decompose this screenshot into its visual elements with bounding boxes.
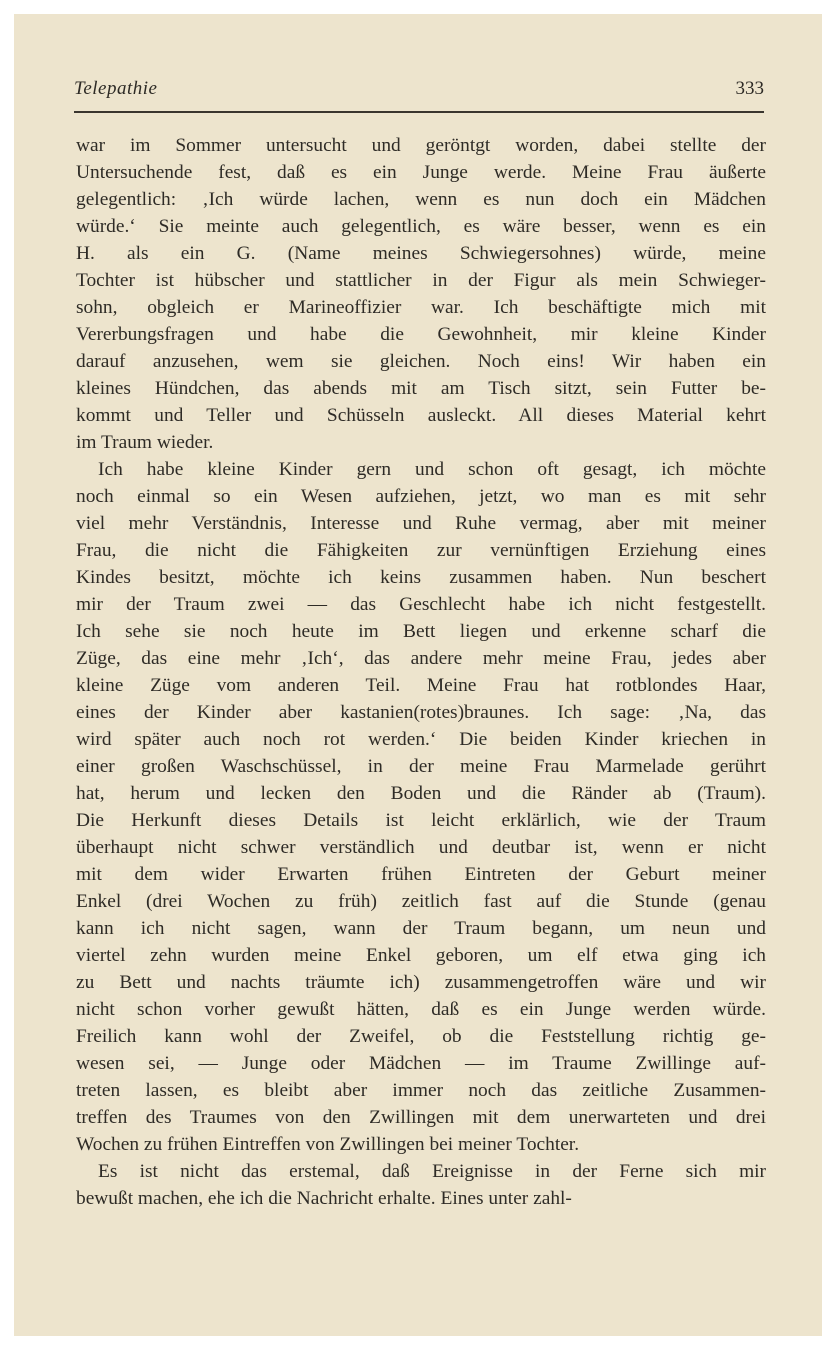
text-line: kann ich nicht sagen, wann der Traum begann, um neun und — [76, 918, 766, 939]
text-line: wesen sei, — Junge oder Mädchen — im Traume Zwillinge auf- — [76, 1053, 766, 1074]
running-title: Telepathie — [74, 78, 158, 99]
text-line: kleine Züge vom anderen Teil. Meine Frau hat rotblondes Haar, — [76, 675, 766, 696]
text-line: mir der Traum zwei — das Geschlecht habe ich nicht festgestellt. — [76, 594, 766, 615]
text-line: viel mehr Verständnis, Interesse und Ruhe vermag, aber mit meiner — [76, 513, 766, 534]
text-line: nicht schon vorher gewußt hätten, daß es ein Junge werden würde. — [76, 999, 766, 1020]
text-line: Enkel (drei Wochen zu früh) zeitlich fast auf die Stunde (genau — [76, 891, 766, 912]
text-line: im Traum wieder. — [76, 432, 214, 453]
header-rule — [74, 111, 764, 113]
text-line: Kindes besitzt, möchte ich keins zusammen haben. Nun beschert — [76, 567, 766, 588]
text-line: Vererbungsfragen und habe die Gewohnheit, mir kleine Kinder — [76, 324, 766, 345]
text-line: Wochen zu frühen Eintreffen von Zwillingen bei meiner Tochter. — [76, 1134, 580, 1155]
text-line: kommt und Teller und Schüsseln ausleckt. All dieses Material kehrt — [76, 405, 766, 426]
text-line: war im Sommer untersucht und geröntgt worden, dabei stellte der — [76, 135, 766, 156]
page-number: 333 — [735, 78, 764, 99]
text-line: Es ist nicht das erstemal, daß Ereignisse in der Ferne sich mir — [98, 1161, 766, 1182]
text-line: Ich habe kleine Kinder gern und schon oft gesagt, ich möchte — [98, 459, 766, 480]
text-line: Züge, das eine mehr ‚Ich‘, das andere mehr meine Frau, jedes aber — [76, 648, 766, 669]
text-line: sohn, obgleich er Marineoffizier war. Ich beschäftigte mich mit — [76, 297, 766, 318]
text-line: treten lassen, es bleibt aber immer noch das zeitliche Zusammen- — [76, 1080, 766, 1101]
page-header — [74, 78, 764, 108]
text-line: Tochter ist hübscher und stattlicher in der Figur als mein Schwieger- — [76, 270, 766, 291]
text-line: kleines Hündchen, das abends mit am Tisch sitzt, sein Futter be- — [76, 378, 766, 399]
text-line: überhaupt nicht schwer verständlich und deutbar ist, wenn er nicht — [76, 837, 766, 858]
text-line: würde.‘ Sie meinte auch gelegentlich, es wäre besser, wenn es ein — [76, 216, 766, 237]
text-line: zu Bett und nachts träumte ich) zusammengetroffen wäre und wir — [76, 972, 766, 993]
text-line: darauf anzusehen, wem sie gleichen. Noch eins! Wir haben ein — [76, 351, 766, 372]
text-line: hat, herum und lecken den Boden und die Ränder ab (Traum). — [76, 783, 766, 804]
text-line: einer großen Waschschüssel, in der meine Frau Marmelade gerührt — [76, 756, 766, 777]
text-line: Frau, die nicht die Fähigkeiten zur vernünftigen Erziehung eines — [76, 540, 766, 561]
text-line: bewußt machen, ehe ich die Nachricht erhalte. Eines unter zahl- — [76, 1188, 572, 1209]
text-line: Ich sehe sie noch heute im Bett liegen und erkenne scharf die — [76, 621, 766, 642]
text-line: wird später auch noch rot werden.‘ Die beiden Kinder kriechen in — [76, 729, 766, 750]
book-page — [14, 14, 822, 1336]
text-line: eines der Kinder aber kastanien(rotes)braunes. Ich sage: ‚Na, das — [76, 702, 766, 723]
text-line: gelegentlich: ‚Ich würde lachen, wenn es nun doch ein Mädchen — [76, 189, 766, 210]
text-line: Untersuchende fest, daß es ein Junge werde. Meine Frau äußerte — [76, 162, 766, 183]
text-line: treffen des Traumes von den Zwillingen mit dem unerwarteten und drei — [76, 1107, 766, 1128]
text-line: Freilich kann wohl der Zweifel, ob die Feststellung richtig ge- — [76, 1026, 766, 1047]
text-line: mit dem wider Erwarten frühen Eintreten der Geburt meiner — [76, 864, 766, 885]
text-line: Die Herkunft dieses Details ist leicht erklärlich, wie der Traum — [76, 810, 766, 831]
text-line: noch einmal so ein Wesen aufziehen, jetzt, wo man es mit sehr — [76, 486, 766, 507]
paragraph — [76, 1158, 766, 1212]
text-line: viertel zehn wurden meine Enkel geboren, um elf etwa ging ich — [76, 945, 766, 966]
text-line: H. als ein G. (Name meines Schwiegersohnes) würde, meine — [76, 243, 766, 264]
paragraph — [76, 456, 766, 1158]
body-text — [76, 132, 766, 1212]
paragraph — [76, 132, 766, 456]
